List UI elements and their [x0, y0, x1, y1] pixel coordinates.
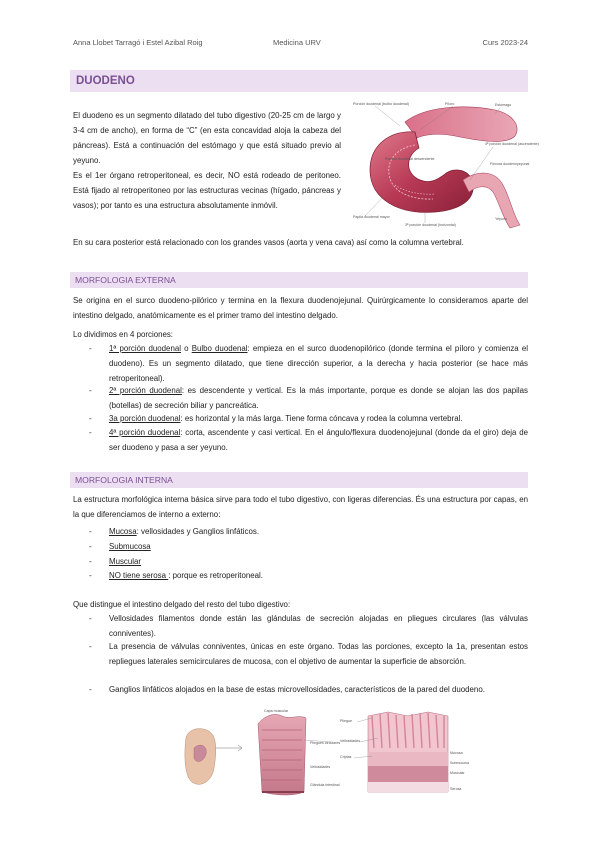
- header-year: Curs 2023-24: [482, 38, 528, 47]
- stomach-shape: [405, 107, 517, 142]
- interna-paragraph-1: La estructura morfológica interna básica sirve para todo el tubo digestivo, con ligeras diferencias. És una estructura por capas, en la que diferenciamos de interno a externo:: [73, 495, 528, 519]
- diff-1-text: Vellosidades filamentos donde están las glándulas de secreción alojadas en pliegues circulares (las válvulas conniventes).: [109, 614, 528, 638]
- portion-3-label: 3a porción duodenal: [109, 414, 181, 423]
- portion-1-label2: Bulbo duodenal: [191, 344, 248, 353]
- fig2-label-glandula: Glándula intestinal: [310, 783, 340, 787]
- intro-paragraph-3: En su cara posterior está relacionado con los grandes vasos (aorta y vena cava) así como la columna vertebral.: [73, 238, 464, 247]
- portion-1-text: : empieza en el surco duodenopilórico (donde termina el píloro y comienza el duodeno). Es un segmento dilatado, que tiene dirección superior, a la derecha y hacia posterior (se hace más retroperitoneal).: [109, 344, 528, 383]
- layer-serosa-text: : porque es retroperitoneal.: [168, 571, 263, 580]
- portion-3-text: : es horizontal y la más larga. Tiene forma cóncava y rodea la columna vertebral.: [180, 414, 463, 423]
- portion-1-label: 1ª porción duodenal: [109, 344, 181, 353]
- duodenum-illustration: [345, 100, 539, 230]
- abdomen-icon: [185, 729, 242, 785]
- fig1-label-flexura: Flexura duodenoyeyunal: [490, 162, 530, 166]
- externa-paragraph-2: Lo dividimos en 4 porciones:: [73, 330, 174, 339]
- diff-3-text: Ganglios linfáticos alojados en la base de estas microvellosidades, característicos de la pared del duodeno.: [109, 685, 485, 694]
- fig1-label-bulbo: Porción duodenal (bulbo duodenal): [353, 102, 409, 106]
- portion-2-text: : es descendente y vertical. Es la más importante, porque es donde se alojan las dos papilas (botellas) de secreción biliar y pancreática.: [109, 386, 528, 410]
- jejunum-shape: [463, 173, 520, 228]
- fig1-label-descendente: Porción duodenal descendente: [385, 157, 435, 161]
- layer-serosa-label: NO tiene serosa: [109, 571, 169, 580]
- header-authors: Anna Llobet Tarragó i Estel Azibal Roig: [73, 38, 203, 47]
- folds-section: [258, 714, 306, 795]
- page-title: DUODENO: [70, 70, 528, 92]
- layer-muscular-label: Muscular: [109, 557, 142, 566]
- duodenum-c-shape: [370, 132, 473, 213]
- fig2-label-vellosidades: Vellosidades: [310, 765, 331, 769]
- fig1-label-3a: 3ª porción duodenal (horizontal): [405, 223, 456, 227]
- portion-2-label: 2ª porción duodenal: [109, 386, 182, 395]
- diff-2-text: La presencia de válvulas conniventes, únicas en este órgano. Todas las porciones, excepto la 1a, presentan estos repliegues laterales semicirculares de mucosa, con el objetivo de aumentar la superficie de absorción.: [109, 642, 528, 666]
- section-heading-interna: MORFOLOGIA INTERNA: [70, 472, 528, 488]
- fig1-label-yeyuno: Yeyuno: [495, 217, 507, 221]
- portion-4-label: 4ª porción duodenal: [109, 428, 181, 437]
- page-header: [73, 38, 528, 50]
- interna-paragraph-2: Que distingue el intestino delgado del resto del tubo digestivo:: [73, 600, 291, 609]
- fig1-label-papila: Papila duodenal mayor: [353, 215, 390, 219]
- fig2-label-submucosa: Submucosa: [450, 761, 469, 765]
- intro-paragraph-2: Es el 1er órgano retroperitoneal, es decir, NO está rodeado de peritoneo. Está fijado al retroperitoneo por las estructuras vecinas (hígado, páncreas y vasos); por tanto es una estructura absolutamente inmóvil.: [73, 171, 341, 210]
- fig2-label-muscular: Muscular: [450, 771, 465, 775]
- layer-mucosa-text: : vellosidades y Ganglios linfáticos.: [136, 527, 260, 536]
- portion-4-text: : corta, ascendente y casi vertical. En el ángulo/flexura duodenojejunal (donde da el giro) deja de ser duodeno y pasa a ser yeyuno.: [109, 428, 529, 452]
- layer-mucosa-label: Mucosa: [109, 527, 137, 536]
- fig1-label-estomago: Estómago: [495, 103, 512, 107]
- fig2-label-mucosa: Mucosa: [450, 751, 463, 755]
- fig2-label-capa-muscular: Capa muscular: [264, 709, 289, 713]
- externa-paragraph-1: Se origina en el surco duodeno-pilórico y termina en la flexura duodenojejunal. Quirúrgicamente lo consideramos aparte del intestino delgado, anatómicamente es el primer tramo del intestino delgado.: [73, 296, 528, 320]
- layer-submucosa-label: Submucosa: [109, 542, 151, 551]
- fig2-label-pliegues: Pliegues circulares: [310, 741, 341, 745]
- fig2-label-pliegue: Pliegue: [340, 719, 352, 723]
- intestinal-wall-illustration: [182, 708, 472, 800]
- fig2-label-vellosidades-2: Vellosidades: [340, 739, 361, 743]
- portion-1-mid: o: [180, 344, 192, 353]
- intro-paragraph-1: El duodeno es un segmento dilatado del tubo digestivo (20-25 cm de largo y 3-4 cm de ancho), en forma de “C” (en esta concavidad aloja la cabeza del páncreas). Está a continuación del estómago y que está situado previo al yeyuno.: [73, 111, 341, 165]
- fig1-label-4a: 4ª porción duodenal (ascendente): [485, 142, 539, 146]
- section-heading-externa: MORFOLOGIA EXTERNA: [70, 272, 528, 288]
- fig2-label-serosa: Serosa: [450, 787, 462, 791]
- header-course: Medicina URV: [273, 38, 321, 47]
- fig1-label-piloro: Píloro: [445, 102, 455, 106]
- fig2-label-criptas: Criptas: [340, 755, 352, 759]
- wall-layers-section: [368, 712, 448, 792]
